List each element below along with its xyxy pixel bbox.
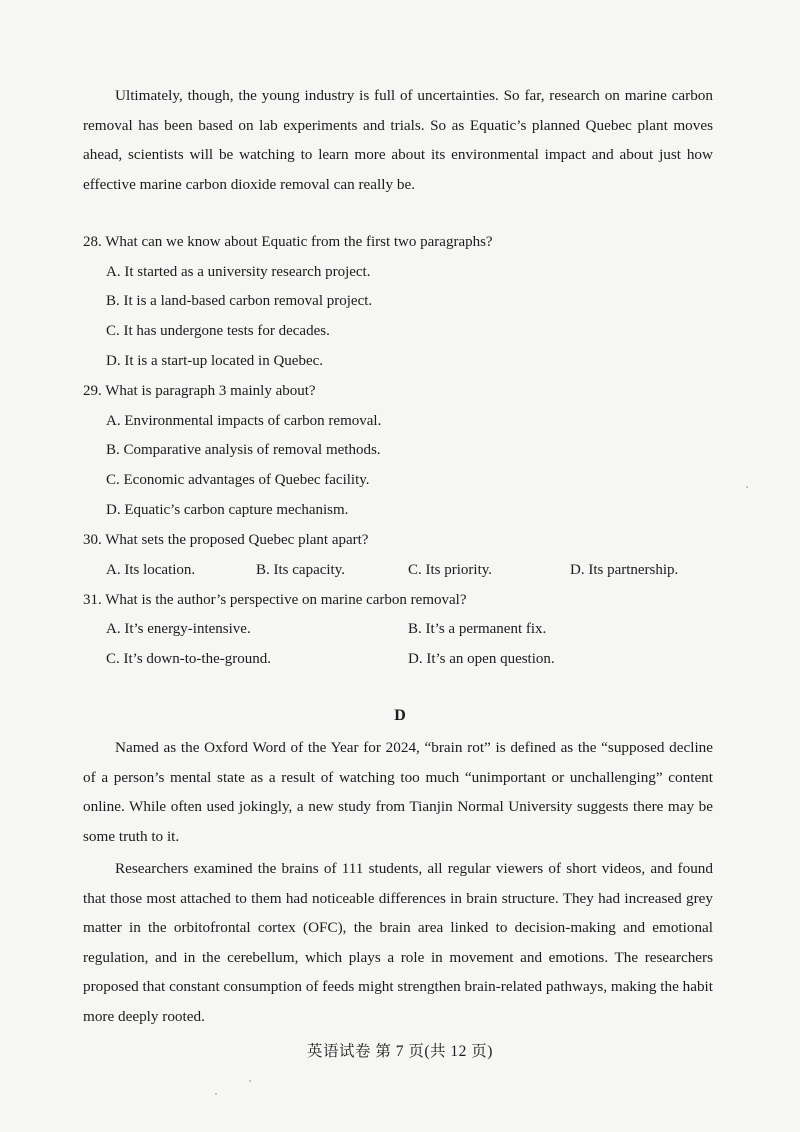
scan-speck <box>746 486 748 488</box>
scan-speck <box>249 1080 251 1082</box>
question-31-option-c[interactable]: C. It’s down-to-the-ground. <box>106 651 271 667</box>
question-28-option-c[interactable]: C. It has undergone tests for decades. <box>106 323 330 339</box>
question-29-option-c[interactable]: C. Economic advantages of Quebec facility. <box>106 472 370 488</box>
paragraph-intro: Ultimately, though, the young industry is full of uncertainties. So far, research on marine carbon removal has been based on lab experiments and trials. So as Equatic’s planned Quebec plant moves ahead, scientists will be watching to learn more about its environmental impact and about just how effective marine carbon dioxide removal can really be. <box>83 87 713 193</box>
paragraph-d1: Named as the Oxford Word of the Year for 2024, “brain rot” is defined as the “supposed decline of a person’s mental state as a result of watching too much “unimportant or unchallenging” content online. While often used jokingly, a new study from Tianjin Normal University suggests there may be some truth to it. <box>83 739 713 845</box>
question-28-option-a[interactable]: A. It started as a university research project. <box>106 264 371 280</box>
question-31-option-d[interactable]: D. It’s an open question. <box>408 651 555 667</box>
question-31-option-a[interactable]: A. It’s energy-intensive. <box>106 621 251 637</box>
scan-speck <box>215 1093 217 1095</box>
question-29-option-d[interactable]: D. Equatic’s carbon capture mechanism. <box>106 502 349 518</box>
question-29-option-a[interactable]: A. Environmental impacts of carbon removal. <box>106 413 382 429</box>
paragraph-d2: Researchers examined the brains of 111 students, all regular viewers of short videos, and found that those most attached to them had noticeable differences in brain structure. They had increased grey matter in the orbitofrontal cortex (OFC), the brain area linked to decision-making and emotional regulation, and in the cerebellum, which plays a role in movement and emotions. The researchers proposed that constant consumption of feeds might strengthen brain-related pathways, making the habit more deeply rooted. <box>83 860 713 1025</box>
question-28-option-d[interactable]: D. It is a start-up located in Quebec. <box>106 353 324 369</box>
question-29-option-b[interactable]: B. Comparative analysis of removal methods. <box>106 442 381 458</box>
section-heading-d: D <box>394 707 406 724</box>
question-31-stem: 31. What is the author’s perspective on marine carbon removal? <box>83 592 467 608</box>
question-30-stem: 30. What sets the proposed Quebec plant apart? <box>83 532 369 548</box>
question-29-stem: 29. What is paragraph 3 mainly about? <box>83 383 316 399</box>
question-28-option-b[interactable]: B. It is a land-based carbon removal project. <box>106 293 373 309</box>
question-31-option-b[interactable]: B. It’s a permanent fix. <box>408 621 547 637</box>
question-30-option-c[interactable]: C. Its priority. <box>408 562 493 578</box>
question-30-option-a[interactable]: A. Its location. <box>106 562 196 578</box>
question-28-stem: 28. What can we know about Equatic from the first two paragraphs? <box>83 234 493 250</box>
question-30-option-b[interactable]: B. Its capacity. <box>256 562 345 578</box>
question-30-option-d[interactable]: D. Its partnership. <box>570 562 679 578</box>
page-footer: 英语试卷 第 7 页(共 12 页) <box>307 1043 493 1060</box>
